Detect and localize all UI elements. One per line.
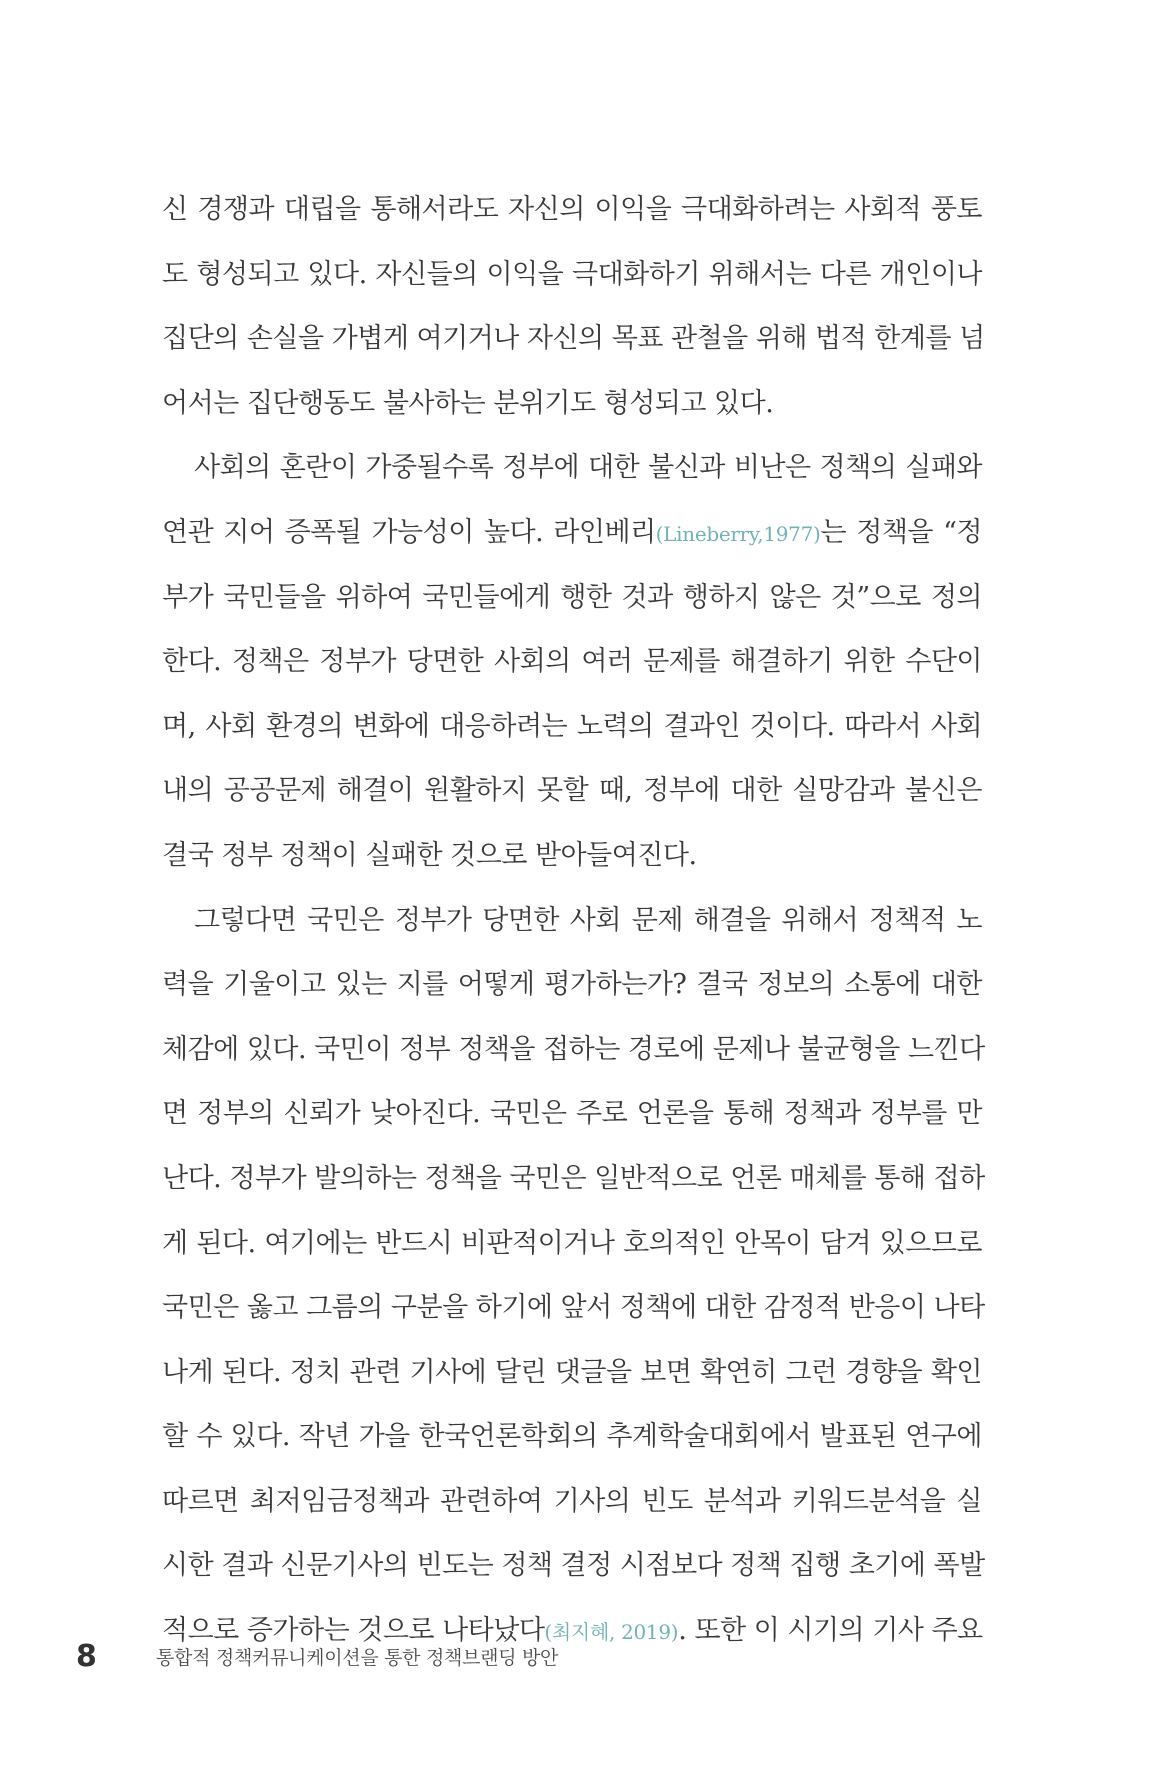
text-line: 시한 결과 신문기사의 빈도는 정책 결정 시점보다 정책 집행 초기에 폭발 (162, 1550, 985, 1582)
page-number: 8 (76, 1638, 97, 1674)
text-line: 결국 정부 정책이 실패한 것으로 받아들여진다. (162, 839, 697, 871)
body-text (162, 188, 985, 1674)
citation-choi: (최지혜, 2019) (544, 1620, 679, 1645)
text-line: 게 된다. 여기에는 반드시 비판적이거나 호의적인 안목이 담겨 있으므로 (162, 1227, 982, 1259)
text-line: 그렇다면 국민은 정부가 당면한 사회 문제 해결을 위해서 정책적 노 (194, 904, 982, 936)
text-line: 내의 공공문제 해결이 원활하지 못할 때, 정부에 대한 실망감과 불신은 (162, 775, 982, 807)
text-line: 집단의 손실을 가볍게 여기거나 자신의 목표 관철을 위해 법적 한계를 넘 (162, 323, 985, 355)
running-title: 통합적 정책커뮤니케이션을 통한 정책브랜딩 방안 (156, 1646, 559, 1669)
text-line: 난다. 정부가 발의하는 정책을 국민은 일반적으로 언론 매체를 통해 접하 (162, 1162, 985, 1194)
text-line: 따르면 최저임금정책과 관련하여 기사의 빈도 분석과 키워드분석을 실 (162, 1485, 982, 1517)
text-line: 부가 국민들을 위하여 국민들에게 행한 것과 행하지 않은 것”으로 정의 (162, 581, 982, 613)
text-line: 어서는 집단행동도 불사하는 분위기도 형성되고 있다. (162, 387, 774, 419)
text-line: 면 정부의 신뢰가 낮아진다. 국민은 주로 언론을 통해 정책과 정부를 만 (162, 1098, 982, 1130)
text-segment: 적으로 증가하는 것으로 나타났다 (162, 1615, 545, 1647)
text-segment: 는 정책을 “정 (820, 516, 982, 548)
text-line: 체감에 있다. 국민이 정부 정책을 접하는 경로에 문제나 불균형을 느낀다 (162, 1033, 985, 1065)
text-line: 력을 기울이고 있는 지를 어떻게 평가하는가? 결국 정보의 소통에 대한 (162, 969, 982, 1001)
citation-lineberry: (Lineberry,1977) (655, 521, 821, 546)
text-line: 도 형성되고 있다. 자신들의 이익을 극대화하기 위해서는 다른 개인이나 (162, 258, 982, 290)
text-line: 할 수 있다. 작년 가을 한국언론학회의 추계학술대회에서 발표된 연구에 (162, 1421, 982, 1453)
text-segment: 연관 지어 증폭될 가능성이 높다. 라인베리 (162, 516, 656, 548)
text-line (162, 511, 982, 576)
page-footer (76, 1636, 558, 1676)
text-line: 신 경쟁과 대립을 통해서라도 자신의 이익을 극대화하려는 사회적 풍토 (162, 194, 982, 225)
text-line: 한다. 정책은 정부가 당면한 사회의 여러 문제를 해결하기 위한 수단이 (162, 646, 982, 678)
text-line: 며, 사회 환경의 변화에 대응하려는 노력의 결과인 것이다. 따라서 사회 (162, 710, 982, 742)
text-line: 국민은 옳고 그름의 구분을 하기에 앞서 정책에 대한 감정적 반응이 나타 (162, 1292, 985, 1324)
text-line: 사회의 혼란이 가중될수록 정부에 대한 불신과 비난은 정책의 실패와 (194, 452, 982, 484)
text-segment: . 또한 이 시기의 기사 주요 (678, 1615, 983, 1647)
text-line: 나게 된다. 정치 관련 기사에 달린 댓글을 보면 확연히 그런 경향을 확인 (162, 1356, 982, 1388)
